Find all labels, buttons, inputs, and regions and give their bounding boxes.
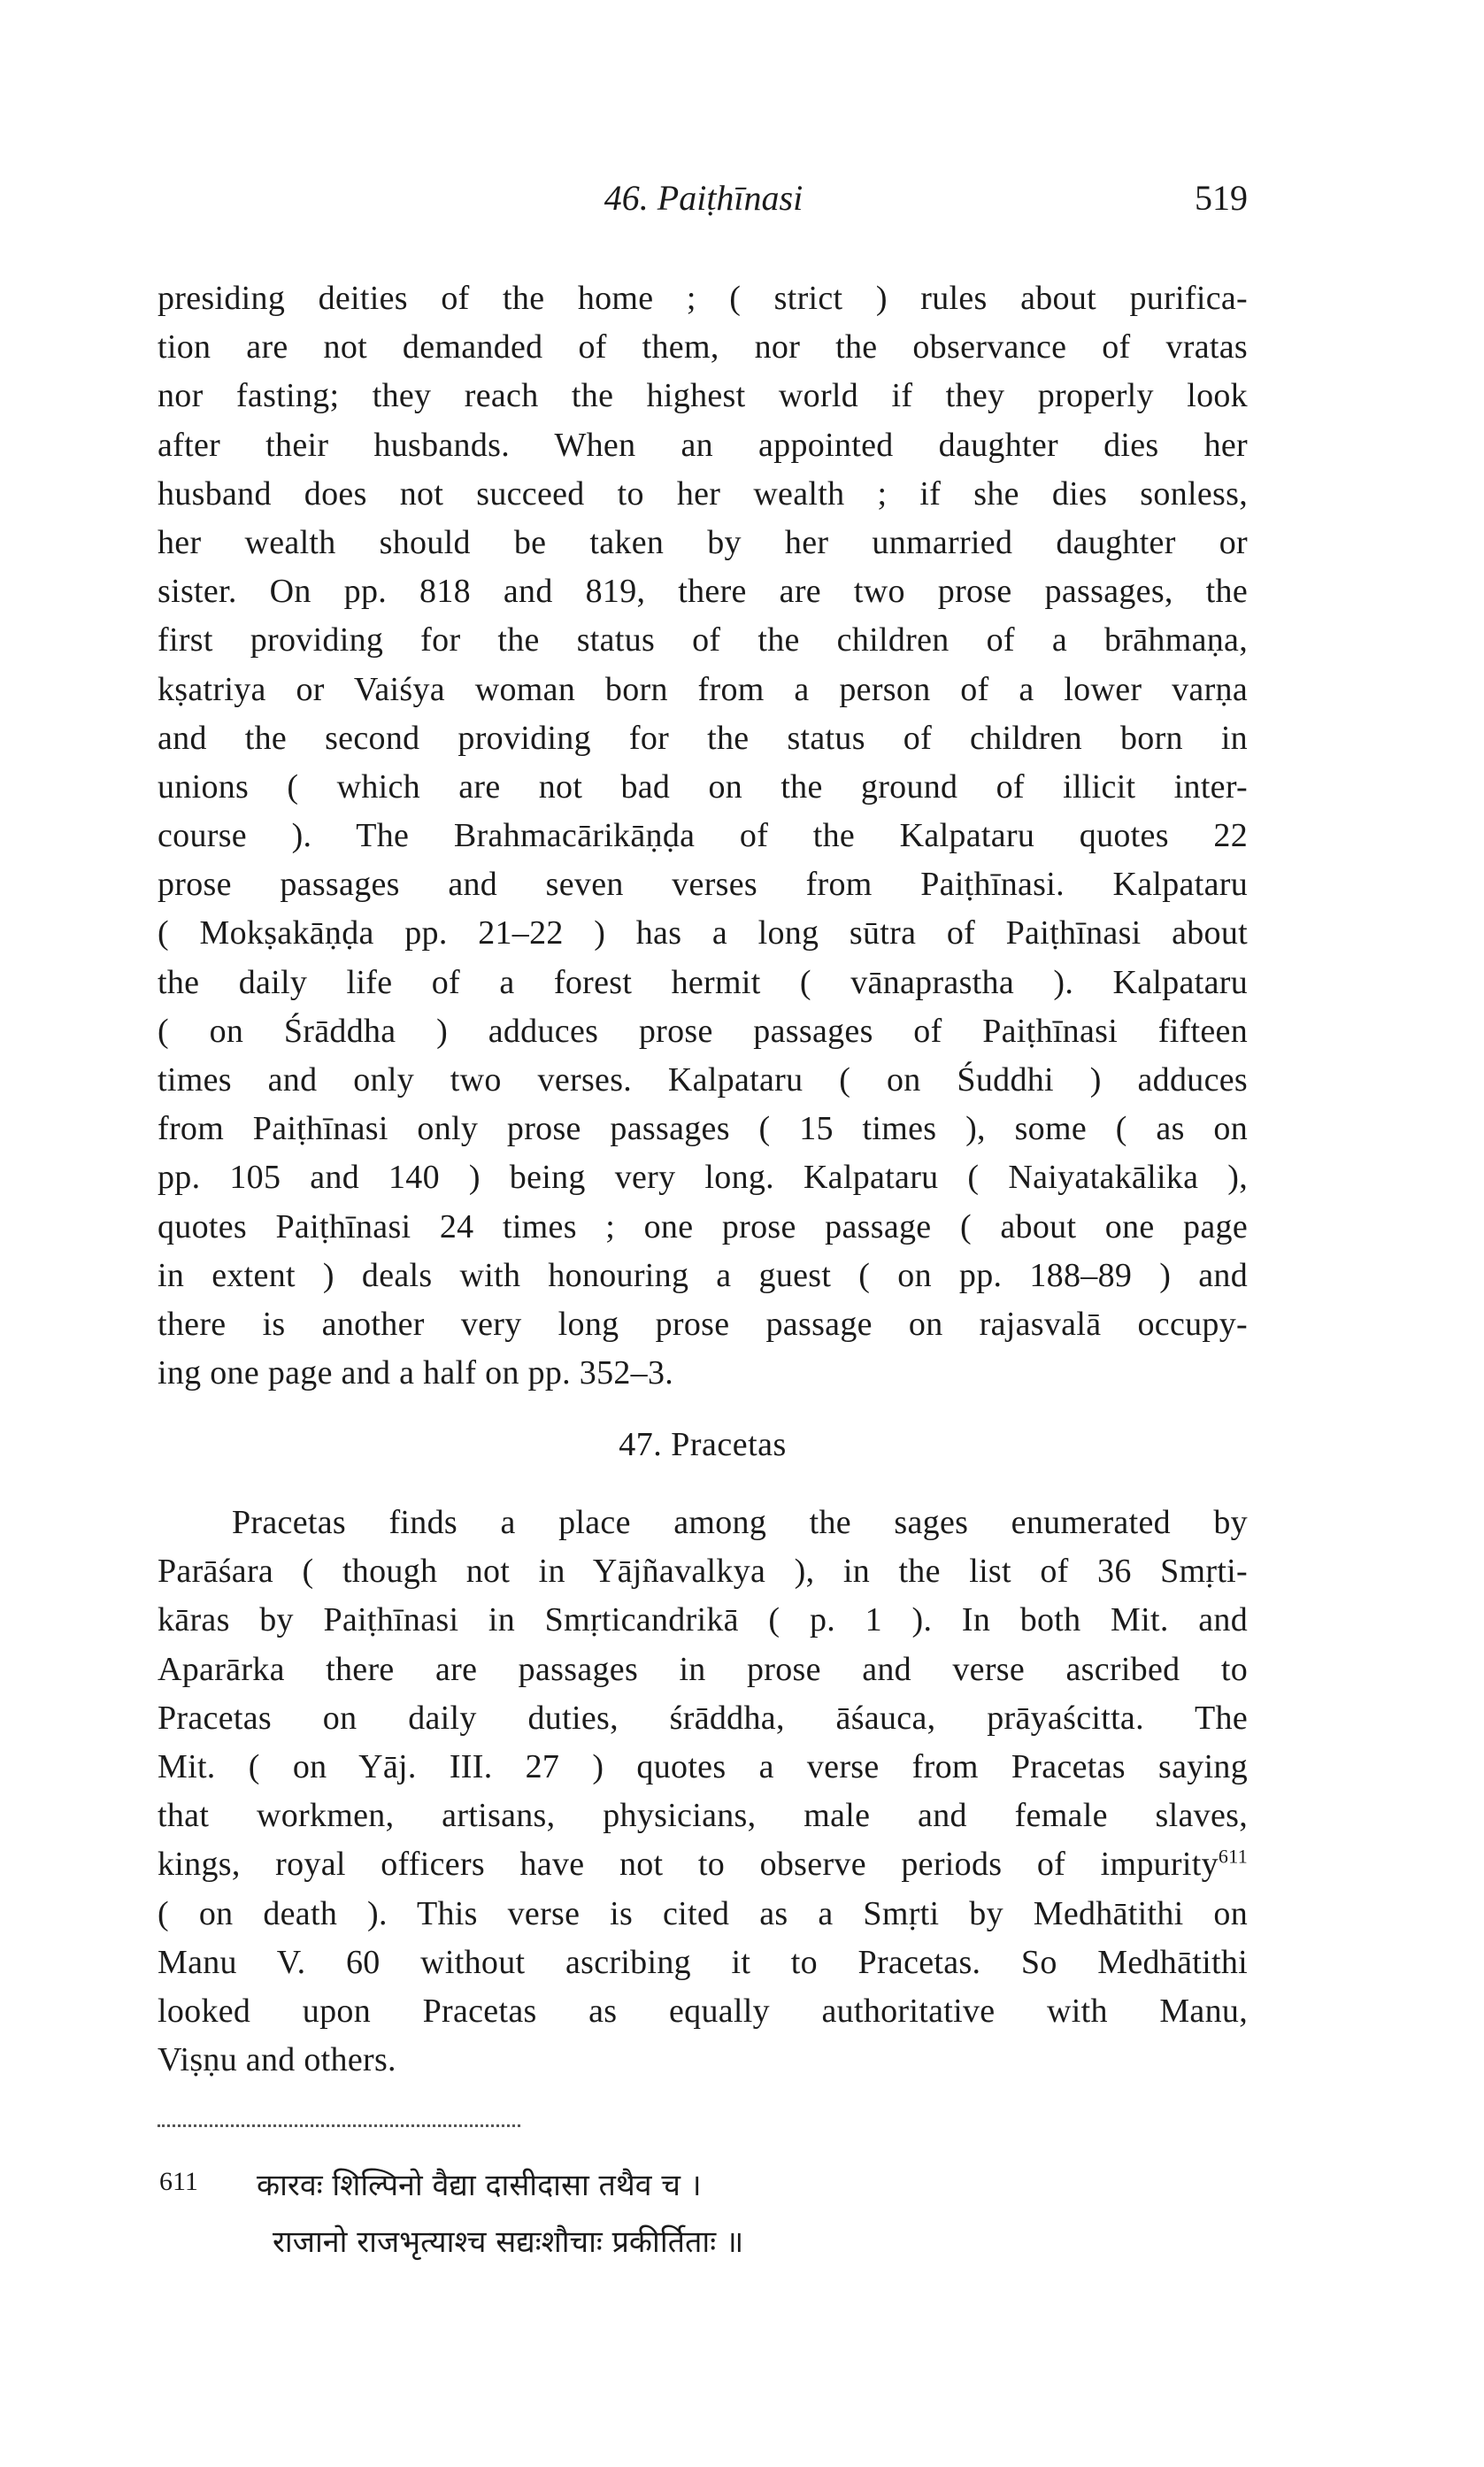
section-47-text [158, 1499, 1248, 2085]
text-line [158, 1840, 1248, 1889]
text-line: first providing for the status of the children of a brāhmaṇa, [158, 621, 1248, 659]
text-line: and the second providing for the status of children born in [158, 719, 1248, 757]
text-line: ( on Śrāddha ) adduces prose passages of Paiṭhīnasi fifteen [158, 1012, 1248, 1050]
text-line: that workmen, artisans, physicians, male and female slaves, [158, 1797, 1248, 1835]
text-line: Manu V. 60 without ascribing it to Pracetas. So Medhātithi [158, 1943, 1248, 1981]
text-line-content: kings, royal officers have not to observe periods of impurity [158, 1846, 1219, 1884]
text-line: Aparārka there are passages in prose and verse ascribed to [158, 1650, 1248, 1688]
text-line: presiding deities of the home ; ( strict ) rules about purifica- [158, 280, 1248, 317]
text-line: the daily life of a forest hermit ( vānaprastha ). Kalpataru [158, 963, 1248, 1001]
text-line: ( Mokṣakāṇḍa pp. 21–22 ) has a long sūtra of Paiṭhīnasi about [158, 914, 1248, 952]
text-line: Parāśara ( though not in Yājñavalkya ), in the list of 36 Smṛti- [158, 1553, 1248, 1591]
text-line: looked upon Pracetas as equally authoritative with Manu, [158, 1992, 1248, 2030]
text-line: tion are not demanded of them, nor the observance of vratas [158, 328, 1248, 366]
text-line: ( on death ). This verse is cited as a Smṛti by Medhātithi on [158, 1894, 1248, 1932]
running-head [159, 177, 1248, 230]
text-line: Viṣṇu and others. [158, 2041, 396, 2079]
text-line: in extent ) deals with honouring a guest ( on pp. 188–89 ) and [158, 1256, 1248, 1294]
text-line: quotes Paiṭhīnasi 24 times ; one prose passage ( about one page [158, 1207, 1248, 1245]
text-line: husband does not succeed to her wealth ; if she dies sonless, [158, 474, 1248, 513]
text-line: Pracetas on daily duties, śrāddha, āśauca, prāyaścitta. The [158, 1699, 1248, 1737]
text-line: there is another very long prose passage on rajasvalā occupy- [158, 1305, 1248, 1343]
text-line: kāras by Paiṭhīnasi in Smṛticandrikā ( p. 1 ). In both Mit. and [158, 1601, 1248, 1639]
section-46-text [158, 274, 1248, 1398]
text-line: from Paiṭhīnasi only prose passages ( 15 times ), some ( as on [158, 1110, 1248, 1148]
text-line: nor fasting; they reach the highest world if they properly look [158, 377, 1248, 415]
text-line: prose passages and seven verses from Paiṭhīnasi. Kalpataru [158, 866, 1248, 904]
footnote-divider [158, 2124, 520, 2127]
text-line: unions ( which are not bad on the ground of illicit inter- [158, 767, 1248, 806]
text-line: Mit. ( on Yāj. III. 27 ) quotes a verse from Pracetas saying [158, 1747, 1248, 1785]
text-line: kṣatriya or Vaiśya woman born from a person of a lower varṇa [158, 670, 1248, 708]
text-line: sister. On pp. 818 and 819, there are two prose passages, the [158, 573, 1248, 611]
text-line: pp. 105 and 140 ) being very long. Kalpataru ( Naiyatakālika ), [158, 1159, 1248, 1197]
text-line: Pracetas finds a place among the sages enumerated by [232, 1504, 1248, 1541]
footnote-verse-line: कारवः शिल्पिनो वैद्या दासीदासा तथैव च । [257, 2168, 702, 2203]
text-line: ing one page and a half on pp. 352–3. [158, 1354, 674, 1392]
footnote-verse-line: राजानो राजभृत्याश्च सद्यःशौचाः प्रकीर्तिताः ॥ [273, 2224, 744, 2260]
running-title: 46. Paiṭhīnasi [604, 178, 804, 218]
page-number: 519 [1195, 178, 1248, 218]
footnote-number: 611 [159, 2167, 198, 2196]
text-line: course ). The Brahmacārikāṇḍa of the Kalpataru quotes 22 [158, 817, 1248, 855]
text-line: her wealth should be taken by her unmarried daughter or [158, 523, 1248, 561]
footnote-reference[interactable]: 611 [1218, 1845, 1248, 1868]
text-line: times and only two verses. Kalpataru ( on Śuddhi ) adduces [158, 1061, 1248, 1099]
section-heading: 47. Pracetas [619, 1426, 787, 1463]
text-line: after their husbands. When an appointed daughter dies her [158, 426, 1248, 464]
